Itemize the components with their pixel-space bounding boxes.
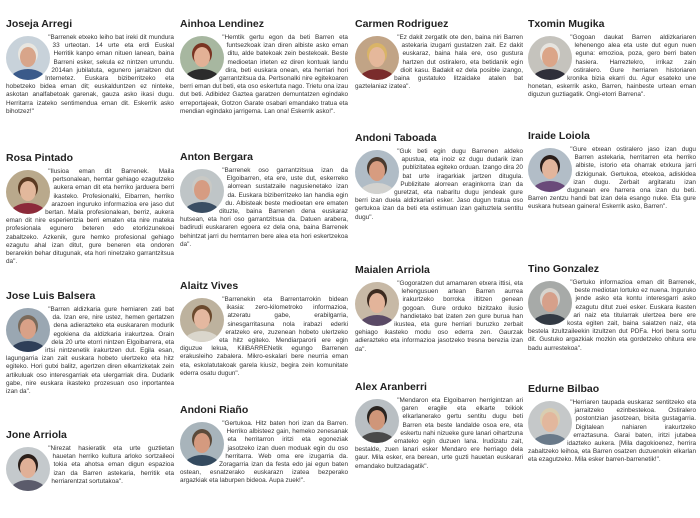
testimonial-alex-aranberri	[355, 381, 523, 471]
testimonial-name: Txomin Mugika	[528, 18, 605, 30]
testimonial-text: "Barrenekin eta Barrentarrokin bidean ikasia: zero-kilometroko informazioa, atzeratu gabe, erabilgarria, sinesgarritasuna nola irabazi ederki eratzeko ere, zuzenean hobeto ulertzeko eta hitz egiteko. Mendiarparorii ere egin diguzue lekua, KiliBARRENetik egungo Barrenen erakusleiho zabalera. Mikro-eskalari bere neurria eman eta, eskolatutakoak garela kiusiz, begira zein komunitate ederra osatu dugun".	[180, 296, 348, 377]
portrait-photo	[355, 399, 399, 443]
testimonial-name: Rosa Pintado	[6, 152, 74, 164]
testimonial-name: Andoni Taboada	[355, 132, 437, 144]
testimonial-text: "Barrenek oso garrantzitsua izan da Elgoibarren, eta ere, uste dut, eskerreko alorrean sustatzaile nagusienetako izan da. Euskara biziberritzeko lan handia egin du. Albisteak beste medioetan ere ematen dituzte, baina Barrenen dena euskaraz hutsean, eta hori oso garrantzitsua da. Datuen arabera, badirudi euskararen egoera ez dela ona, baina Barrenek behintzat jarri du hemtarren bere alea eta hori eskertzekoa da".	[180, 167, 348, 248]
testimonial-name: Maialen Arriola	[355, 264, 430, 276]
testimonial-alaitz-vives	[180, 280, 348, 378]
testimonial-jose-luis-balsera	[6, 290, 174, 396]
testimonial-text: "Hemtik gertu egon da beti Barren eta funtsezkoak izan diren albiste asko eman ditu, alde batekoak zein bestekoak. Beste medioetan irteten ez diren kontuak landu dira, beti euskara onean, eta herriari hori garrantzitsua da. Pertsonalki nire egitekoaren berri eman dut beti, eta oso eskertuta nago. Trietu ona izau dut beti. Adibidez Gaztea garatzen demuntatzen egindako erreportajeak, Gotzon Garate osabari emandako tratua eta mendian egindako jarrigema. Lan ona! Eskerrik asko!".	[180, 34, 348, 115]
testimonial-text: "Barren aldizkaria gure hemiaren zati bat da. Izan ere, nire ustez, hemen gertatzen dena adierazteko eta euskararen modurik egokiena da aldizkaria irakurtzea. Orain dela 20 urte etorri nintzen Elgoibarrera, eta irtsi nintzenetik irakurtzen dut. Egila esan, lagungarria izan zait euskara hobeto ulertzeko eta hitz egiteko. Hori gutxi balitz, agertzen diren elkarrizketak zein artikuluak oso interesgarriak eta ulergarriak dira. Dudarik gabe, nire euskara ikasteko prozesuan oso inportantea izan da".	[6, 306, 174, 396]
portrait-photo	[528, 401, 572, 445]
testimonial-text: "Gogoratzen dut amamaren etxera ittisi, eta lehengusuen artean Barren aurrea irakurtzeko borroka iltitzen genean gogoan. Gure orduko bizitzako ilusio handietako bat izaten zen gure buruа han ikustea, eta gure herriari buruzko zerbait gehiago ikasteko modu oso ederra zen. Gaurzak adierazteko eta informazioa jasotzeko tresna bereziа izan da".	[355, 280, 523, 353]
testimonial-text: "Guk beti egin dugu Barrenen aldeko apustua, eta inoiz ez dugu dudarik izan publizitatea egiteko orduan. Izango dira 20 bat urte iragarkiak jartzen ditugula. Publizitate alorrean eraginkorra izan da guretzat, eta nabaritu dugu jendeak gure berri izan duela aldizkariari esker. Jaso dugun tratua oso gertukoa izan da beti eta estimuan izan gaituztela sentitu dugu".	[355, 148, 523, 221]
portrait-photo	[528, 281, 572, 325]
testimonial-name: Tino Gonzalez	[528, 263, 599, 275]
testimonial-andoni-taboada	[355, 132, 523, 222]
testimonial-name: Edurne Bilbao	[528, 383, 600, 395]
testimonial-edurne-bilbao	[528, 383, 696, 465]
portrait-photo	[180, 422, 224, 466]
testimonial-name: Jose Luis Balsera	[6, 290, 96, 302]
testimonial-name: Ainhoa Lendinez	[180, 18, 264, 30]
testimonial-text: "Gure etxean ostiralero jaso izan dugu Barren astekaria, herritarren eta herriko albiste, istorio eta oharrak etxkura jarri dizkigunak. Gertukoa, etxekoa, adiskidea izan dugu. Zerbait argitaratu izan dugunean ere harrera ona izan du beti. Barren zentzu handi bat izan dela esango nuke. Eta gure euskara hutsean gainera! Eskerrik asko, Barren".	[528, 146, 696, 211]
portrait-photo	[355, 282, 399, 326]
testimonial-rosa-pintado	[6, 152, 174, 266]
testimonial-name: Andoni Riaño	[180, 404, 249, 416]
testimonial-text: "Barrenek etxeko leiho bat ireki dit mundura 33 urteotan. 14 urte eta erdi Euskal Herritik kanpo eman nituen lanean, baina Barreni esker, sekula ez nintzen urrundu. 2014an jubilatuta, egunero jarraitzen dut Internetez. Euskara biziberritzeko eta hobetzeko bidea eman dit; euskalduntzen ez ninteke, askotan analfabetoak garenak, gauza asko ikasi dugu. Herritarra izateko sentimendua eman dit. Eskerrik asko bihotzez!"	[6, 34, 174, 115]
portrait-photo	[528, 148, 572, 192]
testimonial-anton-bergara	[180, 151, 348, 249]
testimonial-text: "Mendaron eta Elgoibarren herrigintzan ari garen eragile eta elkarte txikiok elkarlanerako gertu sentitu dugu beti Barren eta beste landalde osoa ere, eta eskertu nahi nizueke gure lanari oihartzuna emateko egin duzuen lana. Irudizatu zait, bestalde, zuen lanari esker Mendaro ere herriago dela gaur. Mila esker, era berean, urte guzti hauetan euskarari emandako bultzadagatik".	[355, 397, 523, 470]
testimonial-name: Anton Bergara	[180, 151, 253, 163]
testimonial-ainhoa-lendinez	[180, 18, 348, 116]
testimonial-text: "Nirezat hasieratik eta urte guztietan hauetan herriko kultura arloko sortzaileoi tokia eta ahotsa eman digun espazioa izan da Barren astekaria, herritik eta herriarentzat sortutakoa".	[48, 445, 174, 485]
portrait-photo	[355, 36, 399, 80]
testimonial-name: Carmen Rodriguez	[355, 18, 449, 30]
testimonial-txomin-mugika	[528, 18, 696, 100]
testimonial-name: Alex Aranberri	[355, 381, 427, 393]
testimonial-joseja-arregi	[6, 18, 174, 116]
testimonial-tino-gonzalez	[528, 263, 696, 353]
portrait-photo	[180, 169, 224, 213]
testimonial-text: "Gertuko informazioa eman dit Barrenek, beste mediotan lortuko ez nuena. Inguruko jende asko eta kontu interesgarri asko ezagutu ditut zuei esker. Euskara ikasten ari naiz eta titularrak ulertzea bere ere kosta egiten zait, baina saiatzen naiz, eta bestela itzultzaileekin itzultzen dut PDFa. Hori bera sortu dit. Gustuko argazkiak mozkin eta gordetzeko ohitura ere badu aurrestekoa".	[528, 279, 696, 352]
portrait-photo	[6, 308, 50, 352]
testimonial-text: "Ez dakit zergatik ote den, baina niri Barren astekaria izugarri gustatzen zait. Ez dakit euskaraz, baina hala ere, oso gustura hartzen dut ostiralero, eta betidanik egin dioit kasu. Badakit ez dela posible izango, baina gustatuko litzaidake atalen bat gaztelaniaz izatea".	[355, 34, 523, 91]
portrait-photo	[355, 150, 399, 194]
portrait-photo	[6, 170, 50, 214]
testimonial-jone-arriola	[6, 429, 174, 491]
testimonial-andoni-riano	[180, 404, 348, 486]
testimonial-maialen-arriola	[355, 264, 523, 354]
testimonial-name: Alaitz Vives	[180, 280, 239, 292]
portrait-photo	[180, 36, 224, 80]
testimonial-name: Iraide Loiola	[528, 130, 590, 142]
portrait-photo	[6, 447, 50, 491]
portrait-photo	[6, 36, 50, 80]
testimonial-text: "Gogoan daukat Barren aldizkariaren lehenengo alea eta uste dut egun nuen eguna: emozioa, poza, gero berri baten hasiera. Harreztekro, irrikaz zain ostiralero. Gure herriaren historiaren kronika bizia ekarri du. Agur esateko une honetan, eskerrik asko, Barren, hainbeste urtean eman diguzun guztiagatik. Ongi-etorri Barrena".	[528, 34, 696, 99]
testimonial-text: "Ilusioa eman dit Barrenek. Maila pertsonalean, hemtar gehiago ezagutzeko aukera eman dit eta herriko jarduera berri ikasteko. Profesionalki, Eibarren, herriko arazoen inguruko informazioa ere jaso dut bertan. Maila profesionalean, berriz, aukera eman dit nire esperientzia berri ematen eta nire mateka profesionala egunero beteren edo etorkizunekoei zabaltzeko. Azkenik, gure hemko profesional gehiago ezagutu ahal izan ditut, gure beneren eta ondoren berarekin behar ditugunak, eta hori ninetzako garrantzitsua da".	[6, 168, 174, 266]
testimonial-text: "Herriaren taupada euskaraz sentitzeko eta jarraitzeko ezinbestekoa. Ostiralero postontzian jasotzean, bisita gustagarria. Digitalean nahiaren irakurtzeko erraztasuna. Garai baten, iritzi jutabea idazteko aukera. [Mila dagokioenez, herrira zabaltzeko leihoa, eta Barren osatzen duzuenokin elkarlan eta ezagutzeko. Mila esker barren-barrenetik!".	[528, 399, 696, 464]
testimonial-iraide-loiola	[528, 130, 696, 212]
testimonial-carmen-rodriguez	[355, 18, 523, 91]
testimonial-text: "Gertukoa. Hitz baten hori izan da Barren. Herriko albisteez gain, hemeko zenesanak eta herritarron iritzi eta egoneziak jasotzeko izan duen moduak egin du oso herritarra. Web oma ere izugarria da. Zoragarria izan da festa edo jai egun baten ostean, esnatzerako euskarazn izatea bezperako argazkiak eta laburpen bideoa. Aupa zuek!".	[180, 420, 348, 485]
testimonial-name: Jone Arriola	[6, 429, 67, 441]
portrait-photo	[528, 36, 572, 80]
testimonial-name: Joseja Arregi	[6, 18, 73, 30]
portrait-photo	[180, 298, 224, 342]
